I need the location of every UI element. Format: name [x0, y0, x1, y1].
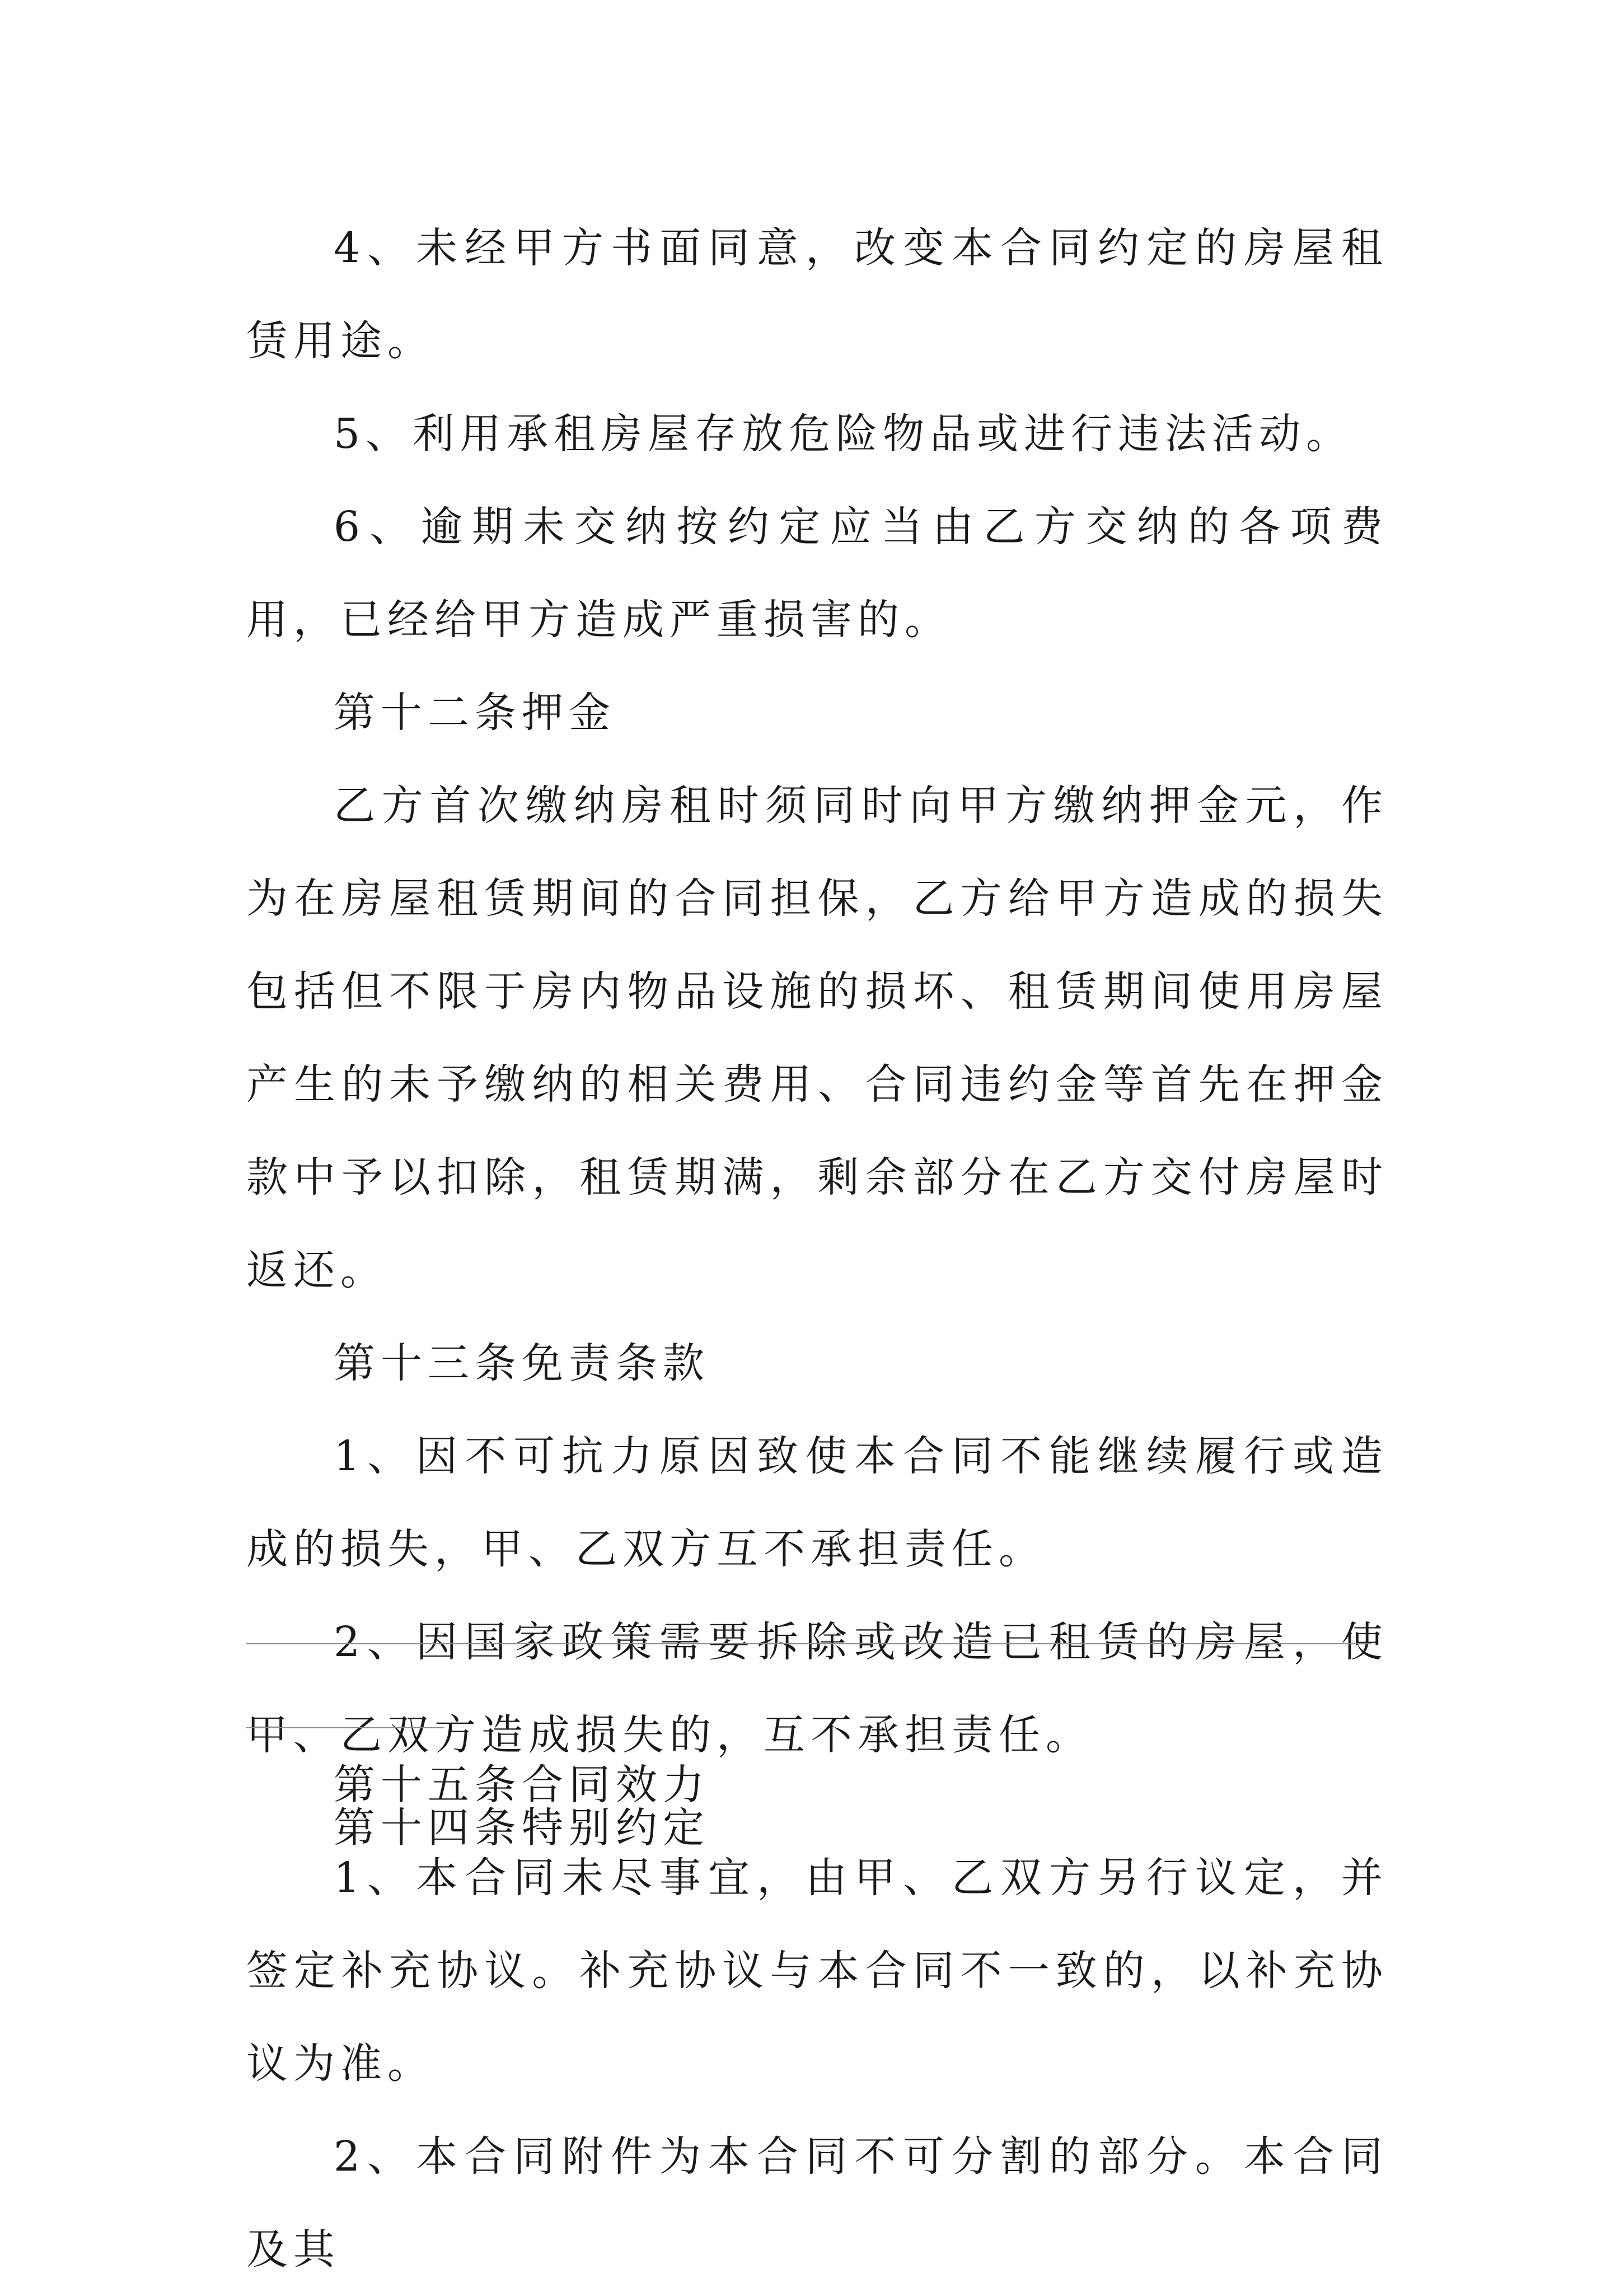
clause-4-paragraph: 4、未经甲方书面同意，改变本合同约定的房屋租赁用途。 [246, 224, 1388, 365]
article-14-heading: 第十四条特别约定 [334, 1804, 710, 1852]
article-15-clause-2: 2、本合同附件为本合同不可分割的部分。本合同及其 [246, 2133, 1388, 2274]
article-13-heading: 第十三条免责条款 [334, 1339, 710, 1387]
article-13-clause-1: 1、因不可抗力原因致使本合同不能继续履行或造成的损失，甲、乙双方互不承担责任。 [246, 1432, 1388, 1573]
blank-fill-line [246, 1643, 1371, 1644]
document-body-upper [246, 202, 1388, 1874]
article-12-heading: 第十二条押金 [334, 689, 616, 737]
article-15-heading: 第十五条合同效力 [334, 1761, 710, 1809]
blank-fill-line-short [246, 1727, 444, 1728]
article-13-clause-2: 2、因国家政策需要拆除或改造已租赁的房屋，使甲、乙双方造成损失的，互不承担责任。 [246, 1618, 1388, 1759]
clause-6-paragraph: 6、逾期未交纳按约定应当由乙方交纳的各项费用，已经给甲方造成严重损害的。 [246, 503, 1388, 644]
article-15-clause-1: 1、本合同未尽事宜，由甲、乙双方另行议定，并签定补充协议。补充协议与本合同不一致的，以补充协议为准。 [246, 1854, 1388, 2088]
article-12-body: 乙方首次缴纳房租时须同时向甲方缴纳押金元，作为在房屋租赁期间的合同担保，乙方给甲方造成的损失包括但不限于房内物品设施的损坏、租赁期间使用房屋产生的未予缴纳的相关费用、合同违约金等首先在押金款中予以扣除，租赁期满，剩余部分在乙方交付房屋时返还。 [246, 782, 1388, 1294]
document-body-lower [246, 1738, 1388, 2296]
clause-5-paragraph: 5、利用承租房屋存放危险物品或进行违法活动。 [334, 410, 1354, 458]
